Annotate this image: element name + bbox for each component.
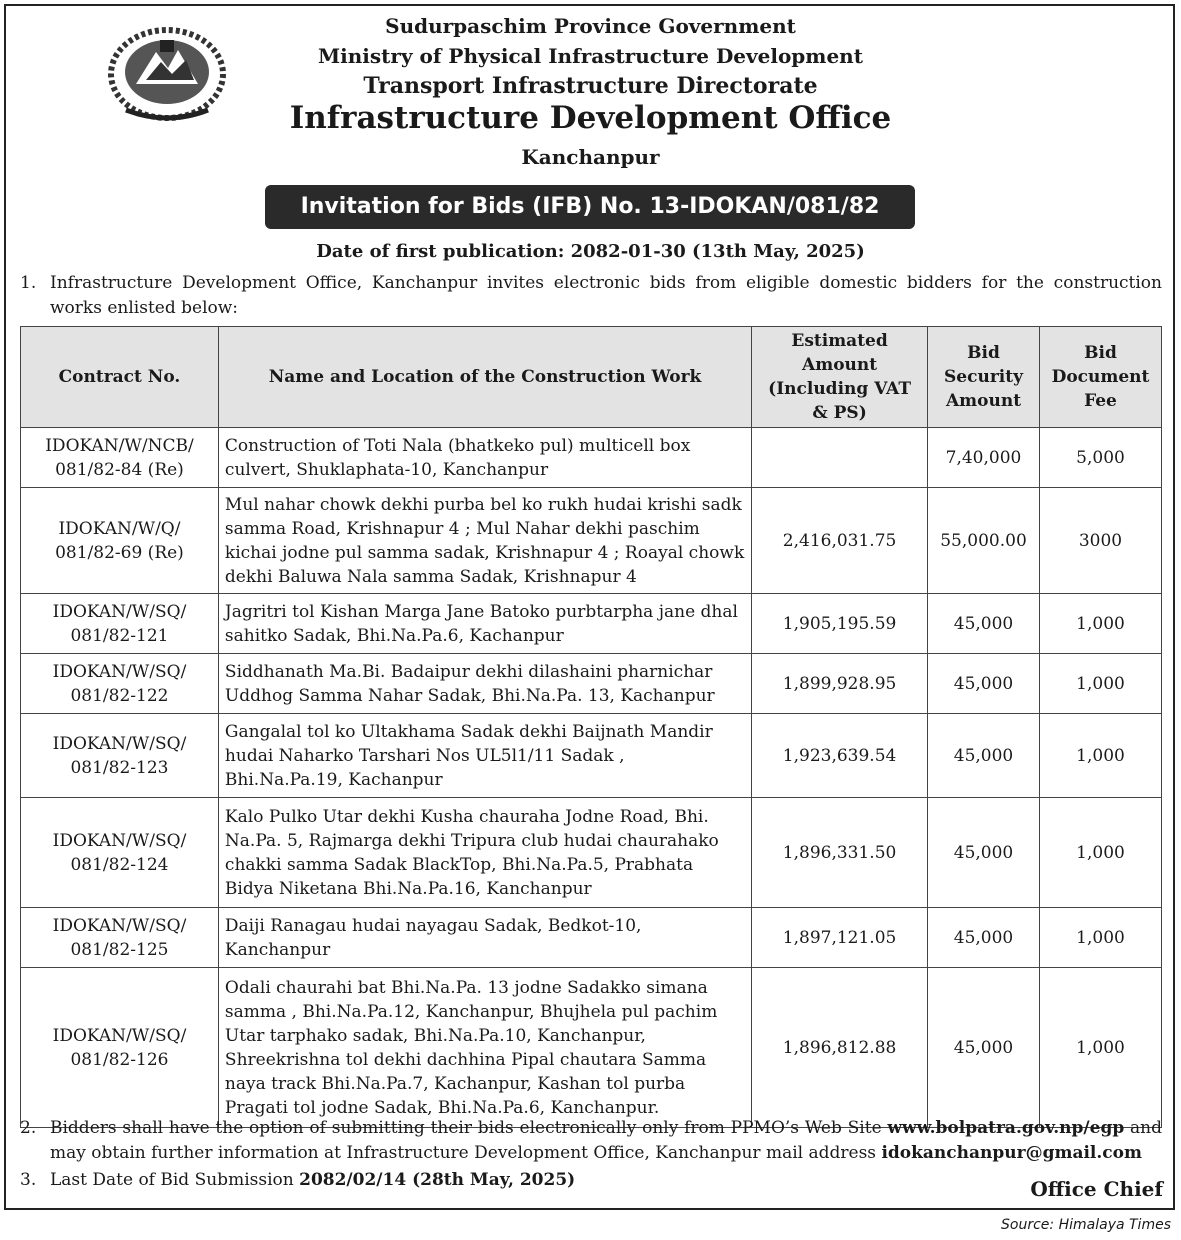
ppmo-website-link[interactable]: www.bolpatra.gov.np/egp [887, 1118, 1125, 1138]
table-row [21, 488, 1162, 594]
bid-security: 45,000 [928, 968, 1040, 1128]
header-estimated-amount: Estimated Amount (Including VAT & PS) [752, 327, 928, 428]
work-description: Kalo Pulko Utar dekhi Kusha chauraha Jodne Road, Bhi. Na.Pa. 5, Rajmarga dekhi Tripura club hudai chaurahako chakki samma Sadak BlackTop, Bhi.Na.Pa.5, Prabhata Bidya Niketana Bhi.Na.Pa.16, Kanchanpur [218, 798, 751, 908]
document-fee: 1,000 [1039, 654, 1161, 714]
intro-paragraph [20, 271, 1162, 321]
intro-text: Infrastructure Development Office, Kanchanpur invites electronic bids from eligible domestic bidders for the construction works enlisted below: [50, 273, 1162, 318]
work-description: Gangalal tol ko Ultakhama Sadak dekhi Baijnath Mandir hudai Naharko Tarshari Nos UL5l1/11 Sadak , Bhi.Na.Pa.19, Kachanpur [218, 714, 751, 798]
table-row [21, 798, 1162, 908]
header-province: Sudurpaschim Province Government [385, 14, 796, 38]
table-row [21, 594, 1162, 654]
bid-security: 45,000 [928, 714, 1040, 798]
bid-security: 7,40,000 [928, 428, 1040, 488]
ifb-title-banner: Invitation for Bids (IFB) No. 13-IDOKAN/081/82 [265, 185, 915, 229]
work-description: Mul nahar chowk dekhi purba bel ko rukh hudai krishi sadk samma Road, Krishnapur 4 ; Mul Nahar dekhi paschim kichai jodne pul samma sadak, Krishnapur 4 ; Roayal chowk dekhi Baluwa Nala samma Sadak, Krishnapur 4 [218, 488, 751, 594]
work-description: Daiji Ranagau hudai nayagau Sadak, Bedkot-10, Kanchanpur [218, 908, 751, 968]
clause-number: 2. [20, 1118, 37, 1138]
bids-table [20, 326, 1162, 1128]
work-description: Jagritri tol Kishan Marga Jane Batoko purbtarpha jane dhal sahitko Sadak, Bhi.Na.Pa.6, Kachanpur [218, 594, 751, 654]
contract-no: IDOKAN/W/SQ/ 081/82-126 [21, 968, 219, 1128]
deadline-date: 2082/02/14 (28th May, 2025) [299, 1170, 576, 1190]
table-row [21, 968, 1162, 1128]
submission-text [50, 1116, 1162, 1166]
document-fee: 1,000 [1039, 714, 1161, 798]
deadline-label: Last Date of Bid Submission [50, 1170, 300, 1190]
estimated-amount: 1,896,331.50 [752, 798, 928, 908]
bid-security: 55,000.00 [928, 488, 1040, 594]
work-description: Construction of Toti Nala (bhatkeko pul) multicell box culvert, Shuklaphata-10, Kanchanpur [218, 428, 751, 488]
document-fee: 3000 [1039, 488, 1161, 594]
estimated-amount: 1,905,195.59 [752, 594, 928, 654]
header-contract-no: Contract No. [21, 327, 219, 428]
table-header-row [21, 327, 1162, 428]
table-row [21, 428, 1162, 488]
contract-no: IDOKAN/W/SQ/ 081/82-125 [21, 908, 219, 968]
clause-number: 1. [20, 273, 37, 293]
deadline-text [50, 1168, 575, 1193]
bid-security: 45,000 [928, 798, 1040, 908]
bid-security: 45,000 [928, 594, 1040, 654]
header-district: Kanchanpur [521, 145, 660, 169]
contract-no: IDOKAN/W/SQ/ 081/82-122 [21, 654, 219, 714]
estimated-amount: 1,896,812.88 [752, 968, 928, 1128]
header-document-fee: Bid Document Fee [1039, 327, 1161, 428]
estimated-amount: 1,899,928.95 [752, 654, 928, 714]
work-description: Siddhanath Ma.Bi. Badaipur dekhi dilashaini pharnichar Uddhog Samma Nahar Sadak, Bhi.Na.Pa. 13, Kachanpur [218, 654, 751, 714]
bid-security: 45,000 [928, 654, 1040, 714]
estimated-amount: 1,897,121.05 [752, 908, 928, 968]
bid-security: 45,000 [928, 908, 1040, 968]
signature-office-chief: Office Chief [1030, 1177, 1163, 1201]
estimated-amount: 2,416,031.75 [752, 488, 928, 594]
document-fee: 1,000 [1039, 594, 1161, 654]
header-work-name: Name and Location of the Construction Work [218, 327, 751, 428]
estimated-amount: 1,923,639.54 [752, 714, 928, 798]
work-description: Odali chaurahi bat Bhi.Na.Pa. 13 jodne Sadakko simana samma , Bhi.Na.Pa.12, Kanchanpur, Bhujhela pul pachim Utar tarphako sadak, Bhi.Na.Pa.10, Kanchanpur, Shreekrishna tol dekhi dachhina Pipal chautara Samma naya track Bhi.Na.Pa.7, Kachanpur, Kashan tol purba Pragati tol jodne Sadak, Bhi.Na.Pa.6, Kanchanpur. [218, 968, 751, 1128]
contract-no: IDOKAN/W/SQ/ 081/82-121 [21, 594, 219, 654]
contract-no: IDOKAN/W/SQ/ 081/82-124 [21, 798, 219, 908]
contract-no: IDOKAN/W/Q/ 081/82-69 (Re) [21, 488, 219, 594]
source-credit: Source: Himalaya Times [1001, 1217, 1171, 1233]
contract-no: IDOKAN/W/NCB/ 081/82-84 (Re) [21, 428, 219, 488]
header-office: Infrastructure Development Office [289, 100, 892, 136]
header-directorate: Transport Infrastructure Directorate [363, 73, 818, 99]
header-bid-security: Bid Security Amount [928, 327, 1040, 428]
office-email-link[interactable]: idokanchanpur@gmail.com [881, 1143, 1142, 1163]
document-fee: 1,000 [1039, 798, 1161, 908]
estimated-amount [752, 428, 928, 488]
submission-clause [20, 1116, 1162, 1166]
header-ministry: Ministry of Physical Infrastructure Development [318, 44, 863, 68]
table-row [21, 654, 1162, 714]
table-row [21, 714, 1162, 798]
document-fee: 1,000 [1039, 908, 1161, 968]
table-row [21, 908, 1162, 968]
submission-text-b: and may obtain further information at Infrastructure Development Office, Kanchanpur mail address [50, 1118, 1162, 1163]
clause-number: 3. [20, 1170, 37, 1190]
deadline-clause [20, 1168, 575, 1193]
submission-text-a: Bidders shall have the option of submitting their bids electronically only from PPMO’s Web Site [50, 1118, 888, 1138]
contract-no: IDOKAN/W/SQ/ 081/82-123 [21, 714, 219, 798]
document-fee: 5,000 [1039, 428, 1161, 488]
document-fee: 1,000 [1039, 968, 1161, 1128]
publication-date: Date of first publication: 2082-01-30 (13th May, 2025) [316, 241, 865, 262]
